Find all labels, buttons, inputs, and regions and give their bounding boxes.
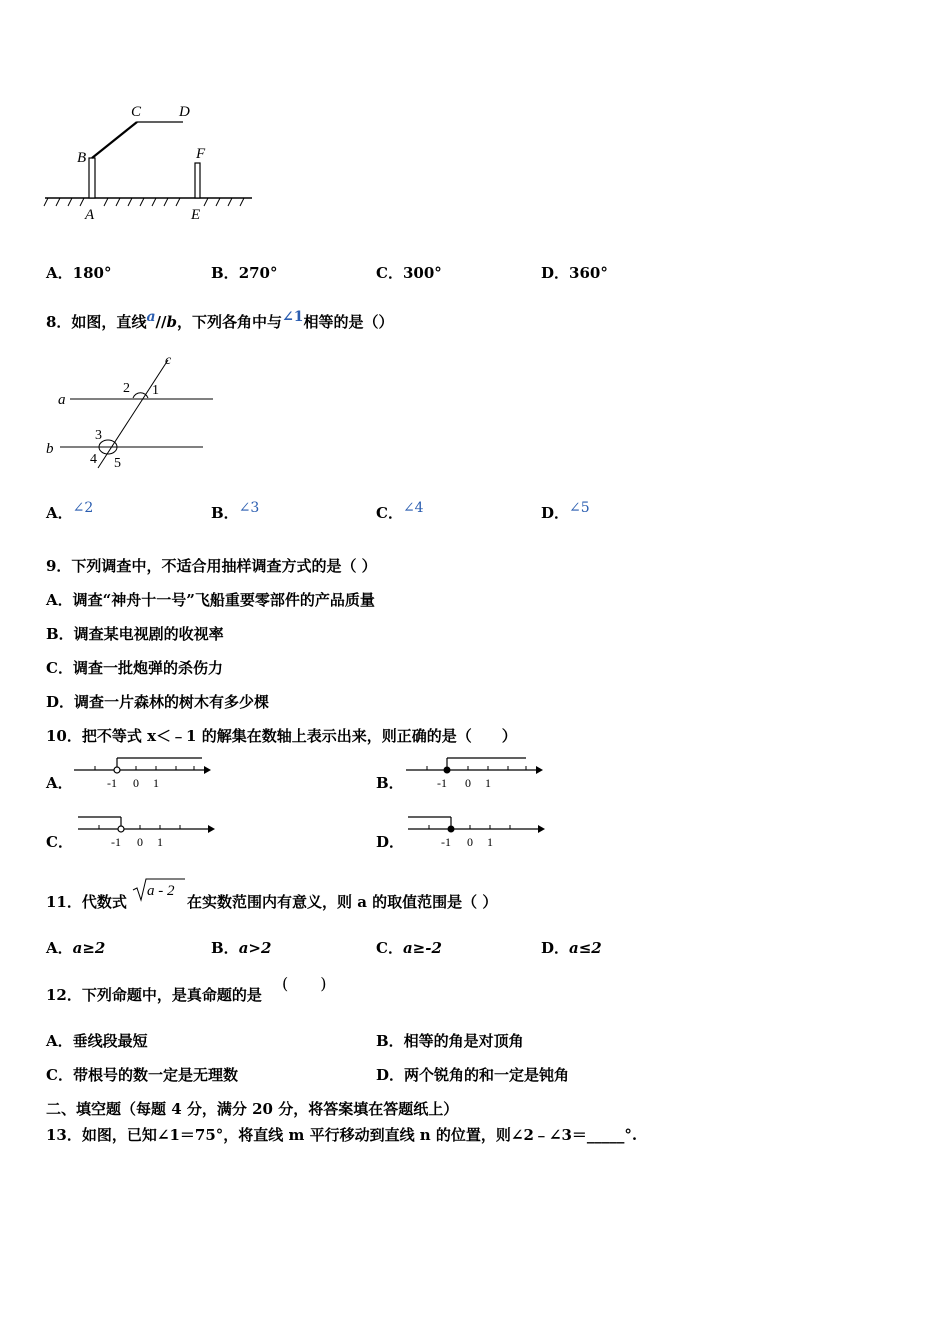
option-label: D．: [541, 939, 570, 957]
q7-label-E: E: [191, 207, 201, 223]
option-label: C．: [376, 939, 403, 957]
q8-angle-1: ∠1: [282, 309, 304, 325]
option-label: D．: [376, 833, 405, 851]
q8-label-5: 5: [114, 456, 121, 471]
option-text: 360°: [569, 264, 608, 282]
q8-label-2: 2: [123, 381, 130, 396]
q10d-tick-label: 1: [487, 835, 493, 849]
q10-numberline-b: [402, 754, 544, 792]
q8-var-b: b: [166, 313, 177, 331]
q8-var-a: a: [146, 309, 156, 325]
q8-option-c[interactable]: [376, 500, 424, 523]
q8-suffix: 相等的是（）: [303, 313, 394, 331]
q7-option-a[interactable]: [46, 262, 111, 283]
q11-suffix: 在实数范围内有意义，则 a 的取值范围是（ ）: [187, 893, 498, 911]
q8-option-b[interactable]: [211, 500, 259, 523]
q10-numberline-c: [74, 813, 216, 851]
q7-figure: [40, 100, 260, 225]
option-label: A．: [46, 504, 73, 522]
option-text: a≥-2: [402, 939, 442, 957]
q10c-tick-label: 0: [137, 835, 143, 849]
q7-option-c[interactable]: [376, 262, 442, 283]
option-text: 270°: [238, 264, 278, 282]
q8-figure: [40, 348, 225, 478]
option-label: D．: [541, 504, 570, 522]
q10d-tick-label: -1: [441, 835, 451, 849]
option-text: a≥2: [72, 939, 106, 957]
q7-label-D: D: [179, 104, 190, 120]
q10c-tick-label: -1: [111, 835, 121, 849]
option-text: a>2: [238, 939, 272, 957]
q12-stem: 12．下列命题中，是真命题的是: [46, 986, 262, 1004]
option-label: A．: [46, 264, 73, 282]
q9-option-d[interactable]: D．调查一片森林的树木有多少棵: [46, 693, 270, 711]
q12-paren: ( ): [282, 974, 327, 993]
q7-option-d[interactable]: [541, 262, 608, 283]
q7-label-A: A: [85, 207, 95, 223]
q10-numberline-d: [404, 813, 546, 851]
section-heading: 二、填空题（每题 4 分，满分 20 分，将答案填在答题纸上）: [46, 1100, 459, 1118]
q12-option-a[interactable]: A．垂线段最短: [46, 1032, 148, 1050]
q9-option-c[interactable]: C．调查一批炮弹的杀伤力: [46, 659, 223, 677]
option-label: C．: [46, 833, 73, 851]
q7-label-C: C: [131, 104, 142, 120]
q7-option-b[interactable]: [211, 262, 278, 283]
option-label: B．: [376, 774, 404, 792]
option-text: a≤2: [569, 939, 602, 957]
q9-option-b[interactable]: B．调查某电视剧的收视率: [46, 625, 224, 643]
q10a-tick-label: 0: [133, 776, 139, 790]
q9-stem: 9．下列调查中，不适合用抽样调查方式的是（ ）: [46, 557, 377, 575]
option-label: B．: [211, 264, 239, 282]
q10-numberline-a: [70, 754, 212, 792]
q9-option-a[interactable]: A．调查“神舟十一号”飞船重要零部件的产品质量: [46, 591, 375, 609]
q8-stem: [46, 309, 394, 332]
q12-option-d[interactable]: D．两个锐角的和一定是钝角: [376, 1066, 570, 1084]
option-text: ∠3: [238, 500, 260, 516]
q8-prefix: 8．如图，直线: [46, 313, 147, 331]
q7-label-F: F: [196, 146, 206, 162]
q10a-tick-label: -1: [107, 776, 117, 790]
q10-option-a[interactable]: [46, 772, 73, 793]
q12-option-b[interactable]: B．相等的角是对顶角: [376, 1032, 524, 1050]
q10d-tick-label: 0: [467, 835, 473, 849]
q10b-tick-label: 1: [485, 776, 491, 790]
q8-option-d[interactable]: [541, 500, 590, 523]
q10-option-d[interactable]: [376, 831, 404, 852]
q8-label-1: 1: [152, 383, 159, 398]
q8-label-c: c: [165, 353, 172, 368]
option-text: 180°: [72, 264, 112, 282]
q13-stem: 13．如图，已知∠1＝75°，将直线 m 平行移动到直线 n 的位置，则∠2﹣∠3＝_____°.: [46, 1126, 638, 1144]
q8-option-a[interactable]: [46, 500, 93, 523]
option-text: ∠4: [402, 500, 424, 516]
q8-label-a: a: [58, 392, 66, 408]
q10b-tick-label: -1: [437, 776, 447, 790]
option-label: B．: [211, 939, 239, 957]
q11-option-a[interactable]: [46, 937, 105, 958]
q7-label-B: B: [77, 150, 87, 166]
q10a-tick-label: 1: [153, 776, 159, 790]
q11-prefix: 11．代数式: [46, 893, 127, 911]
q10c-tick-label: 1: [157, 835, 163, 849]
q10-option-b[interactable]: [376, 772, 404, 793]
q8-label-4: 4: [90, 452, 97, 467]
q11-option-d[interactable]: [541, 937, 602, 958]
option-text: ∠5: [569, 500, 590, 516]
option-text: 300°: [402, 264, 442, 282]
option-label: A．: [46, 939, 73, 957]
q11-option-b[interactable]: [211, 937, 271, 958]
q8-parallel: //: [155, 313, 167, 331]
q8-label-3: 3: [95, 428, 102, 443]
option-label: C．: [376, 264, 403, 282]
option-label: C．: [376, 504, 403, 522]
q10-stem: 10．把不等式 x＜﹣1 的解集在数轴上表示出来，则正确的是（ ）: [46, 727, 517, 745]
option-label: B．: [211, 504, 239, 522]
q8-after: ，下列各角中与: [177, 313, 283, 331]
option-label: A．: [46, 774, 73, 792]
option-text: ∠2: [72, 500, 94, 516]
q11-radical: [131, 876, 187, 904]
option-label: D．: [541, 264, 570, 282]
q12-option-c[interactable]: C．带根号的数一定是无理数: [46, 1066, 238, 1084]
q11-radicand: a - 2: [147, 883, 175, 899]
q11-option-c[interactable]: [376, 937, 442, 958]
q10-option-c[interactable]: [46, 831, 73, 852]
q10b-tick-label: 0: [465, 776, 471, 790]
q8-label-b: b: [46, 441, 54, 457]
